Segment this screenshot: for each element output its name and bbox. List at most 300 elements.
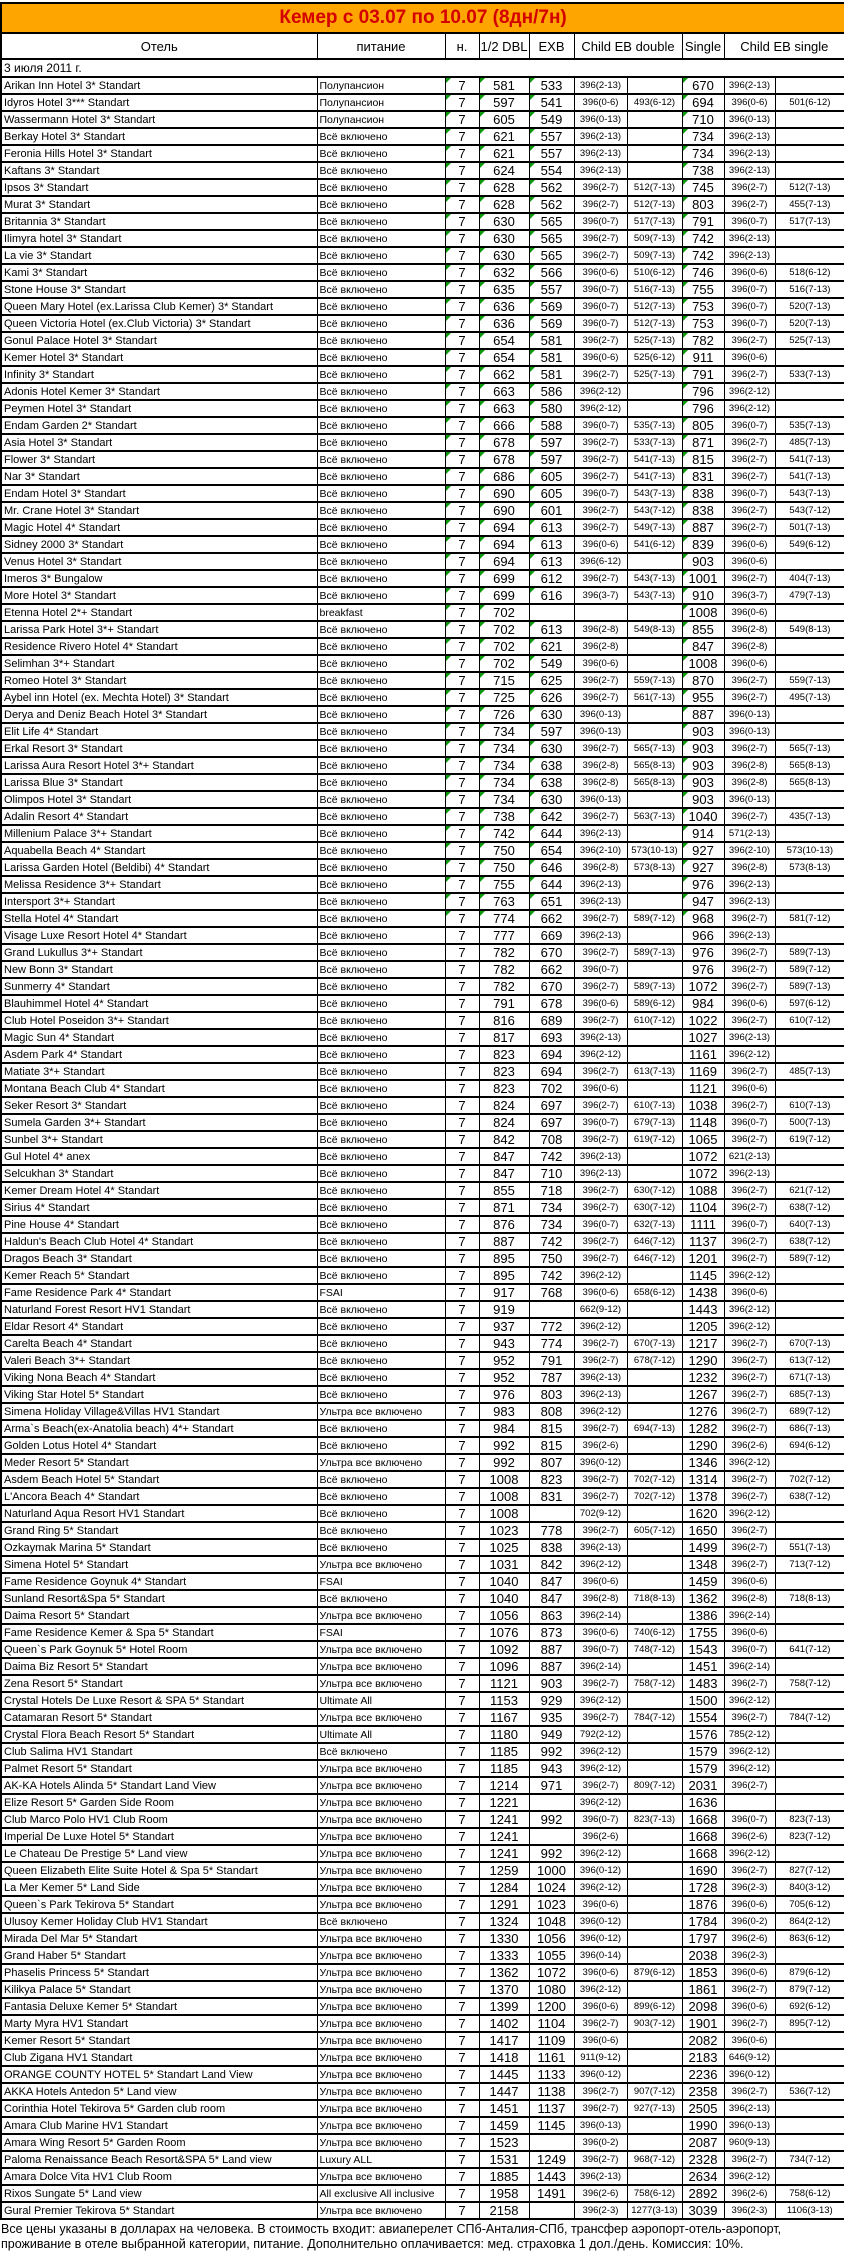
cell-nights: 7 bbox=[445, 1352, 479, 1369]
cell-half-dbl: 876 bbox=[479, 1216, 529, 1233]
cell-single: 927 bbox=[682, 859, 724, 876]
table-row bbox=[1, 434, 844, 451]
cell-single: 1901 bbox=[682, 2015, 724, 2032]
cell-meal: Всё включено bbox=[317, 1046, 445, 1063]
cell-child-eb-double-2 bbox=[627, 1743, 682, 1760]
cell-child-eb-double-1: 396(2-12) bbox=[574, 1046, 627, 1063]
green-corner-mark-icon bbox=[446, 656, 451, 661]
cell-exb: 651 bbox=[529, 893, 574, 910]
green-corner-mark-icon bbox=[446, 112, 451, 117]
cell-child-eb-double-2 bbox=[627, 604, 682, 621]
cell-half-dbl: 621 bbox=[479, 145, 529, 162]
cell-child-eb-single-1: 396(2-13) bbox=[724, 876, 775, 893]
green-corner-mark-icon bbox=[683, 180, 688, 185]
cell-child-eb-single-2: 404(7-13) bbox=[775, 570, 844, 587]
green-corner-mark-icon bbox=[480, 95, 485, 100]
cell-child-eb-double-2: 512(7-13) bbox=[627, 196, 682, 213]
cell-meal: Всё включено bbox=[317, 825, 445, 842]
cell-nights: 7 bbox=[445, 1607, 479, 1624]
cell-child-eb-double-2: 758(6-12) bbox=[627, 2185, 682, 2202]
cell-half-dbl: 992 bbox=[479, 1437, 529, 1454]
cell-child-eb-single-2 bbox=[775, 128, 844, 145]
cell-child-eb-single-1: 396(2-7) bbox=[724, 944, 775, 961]
cell-child-eb-double-1: 396(2-13) bbox=[574, 1369, 627, 1386]
cell-meal: Ультра все включено bbox=[317, 2015, 445, 2032]
cell-single: 746 bbox=[682, 264, 724, 281]
cell-exb: 533 bbox=[529, 77, 574, 94]
cell-child-eb-double-1: 396(2-7) bbox=[574, 1675, 627, 1692]
cell-hotel: Flower 3* Standart bbox=[1, 451, 317, 468]
cell-child-eb-double-2 bbox=[627, 2049, 682, 2066]
cell-child-eb-double-2 bbox=[627, 1454, 682, 1471]
cell-meal: Всё включено bbox=[317, 859, 445, 876]
table-row bbox=[1, 1522, 844, 1539]
cell-child-eb-single-1: 396(2-7) bbox=[724, 740, 775, 757]
cell-child-eb-double-2: 605(7-12) bbox=[627, 1522, 682, 1539]
cell-child-eb-double-1: 396(2-7) bbox=[574, 179, 627, 196]
cell-hotel: Matiate 3*+ Standart bbox=[1, 1063, 317, 1080]
cell-child-eb-single-2: 640(7-13) bbox=[775, 1216, 844, 1233]
cell-child-eb-double-2: 573(8-13) bbox=[627, 859, 682, 876]
cell-child-eb-single-1: 396(2-8) bbox=[724, 774, 775, 791]
col-header-child-eb-single: Child EB single bbox=[724, 33, 844, 59]
cell-child-eb-single-2: 581(7-12) bbox=[775, 910, 844, 927]
cell-child-eb-double-1: 396(2-7) bbox=[574, 1352, 627, 1369]
green-corner-mark-icon bbox=[446, 724, 451, 729]
green-corner-mark-icon bbox=[683, 860, 688, 865]
cell-hotel: Nar 3* Standart bbox=[1, 468, 317, 485]
cell-child-eb-double-2 bbox=[627, 1539, 682, 1556]
cell-nights: 7 bbox=[445, 1692, 479, 1709]
cell-meal: Всё включено bbox=[317, 1590, 445, 1607]
cell-child-eb-double-1: 396(0-6) bbox=[574, 1284, 627, 1301]
cell-child-eb-single-2: 610(7-13) bbox=[775, 1097, 844, 1114]
cell-child-eb-single-2 bbox=[775, 1845, 844, 1862]
cell-child-eb-double-2 bbox=[627, 723, 682, 740]
green-corner-mark-icon bbox=[683, 758, 688, 763]
cell-meal: Всё включено bbox=[317, 519, 445, 536]
cell-single: 1217 bbox=[682, 1335, 724, 1352]
cell-child-eb-single-1: 396(2-13) bbox=[724, 77, 775, 94]
cell-hotel: Arma`s Beach(ex-Anatolia beach) 4*+ Standart bbox=[1, 1420, 317, 1437]
cell-child-eb-single-1: 396(2-6) bbox=[724, 2185, 775, 2202]
cell-meal: Всё включено bbox=[317, 1386, 445, 1403]
cell-child-eb-double-1: 396(2-7) bbox=[574, 2100, 627, 2117]
table-row bbox=[1, 1896, 844, 1913]
table-row bbox=[1, 2151, 844, 2168]
cell-child-eb-single-2 bbox=[775, 383, 844, 400]
cell-child-eb-single-2 bbox=[775, 553, 844, 570]
table-row bbox=[1, 1556, 844, 1573]
table-row bbox=[1, 1505, 844, 1522]
cell-child-eb-single-1: 396(2-7) bbox=[724, 570, 775, 587]
green-corner-mark-icon bbox=[446, 418, 451, 423]
cell-nights: 7 bbox=[445, 1284, 479, 1301]
cell-child-eb-single-1: 396(0-7) bbox=[724, 281, 775, 298]
cell-single: 1620 bbox=[682, 1505, 724, 1522]
cell-single: 1500 bbox=[682, 1692, 724, 1709]
green-corner-mark-icon bbox=[683, 503, 688, 508]
green-corner-mark-icon bbox=[480, 214, 485, 219]
table-row bbox=[1, 2049, 844, 2066]
cell-child-eb-double-2: 509(7-13) bbox=[627, 230, 682, 247]
cell-half-dbl: 1362 bbox=[479, 1964, 529, 1981]
cell-meal: Всё включено bbox=[317, 1301, 445, 1318]
cell-child-eb-double-1: 396(0-7) bbox=[574, 417, 627, 434]
green-corner-mark-icon bbox=[480, 384, 485, 389]
cell-child-eb-single-2: 589(7-13) bbox=[775, 944, 844, 961]
cell-child-eb-single-1: 396(0-12) bbox=[724, 2066, 775, 2083]
cell-child-eb-single-2 bbox=[775, 1080, 844, 1097]
cell-meal: All exclusive All inclusive bbox=[317, 2185, 445, 2202]
cell-child-eb-single-2: 689(7-12) bbox=[775, 1403, 844, 1420]
green-corner-mark-icon bbox=[683, 724, 688, 729]
cell-nights: 7 bbox=[445, 1233, 479, 1250]
cell-nights: 7 bbox=[445, 2151, 479, 2168]
green-corner-mark-icon bbox=[530, 911, 535, 916]
green-corner-mark-icon bbox=[530, 894, 535, 899]
cell-child-eb-single-1: 396(2-12) bbox=[724, 400, 775, 417]
green-corner-mark-icon bbox=[683, 163, 688, 168]
cell-nights: 7 bbox=[445, 757, 479, 774]
cell-exb: 734 bbox=[529, 1216, 574, 1233]
cell-meal: Всё включено bbox=[317, 298, 445, 315]
cell-child-eb-single-2: 589(7-12) bbox=[775, 961, 844, 978]
cell-hotel: Asia Hotel 3* Standart bbox=[1, 434, 317, 451]
cell-child-eb-double-2 bbox=[627, 1437, 682, 1454]
table-row bbox=[1, 570, 844, 587]
cell-child-eb-double-1: 396(2-12) bbox=[574, 1760, 627, 1777]
cell-single: 1728 bbox=[682, 1879, 724, 1896]
cell-nights: 7 bbox=[445, 1369, 479, 1386]
cell-child-eb-double-2: 535(7-13) bbox=[627, 417, 682, 434]
cell-meal: Всё включено bbox=[317, 366, 445, 383]
table-row bbox=[1, 1454, 844, 1471]
cell-meal: Всё включено bbox=[317, 1318, 445, 1335]
cell-child-eb-single-2: 685(7-13) bbox=[775, 1386, 844, 1403]
cell-child-eb-single-2: 823(7-12) bbox=[775, 1828, 844, 1845]
cell-child-eb-single-2 bbox=[775, 1760, 844, 1777]
green-corner-mark-icon bbox=[446, 248, 451, 253]
cell-single: 734 bbox=[682, 128, 724, 145]
cell-child-eb-double-1: 396(2-6) bbox=[574, 1828, 627, 1845]
table-row bbox=[1, 145, 844, 162]
cell-nights: 7 bbox=[445, 2100, 479, 2117]
cell-nights: 7 bbox=[445, 2117, 479, 2134]
cell-half-dbl: 581 bbox=[479, 77, 529, 94]
date-label: 3 июля 2011 г. bbox=[1, 59, 844, 77]
green-corner-mark-icon bbox=[530, 231, 535, 236]
cell-child-eb-double-1: 396(0-6) bbox=[574, 2032, 627, 2049]
cell-meal: FSAI bbox=[317, 1284, 445, 1301]
cell-nights: 7 bbox=[445, 2185, 479, 2202]
cell-hotel: La Mer Kemer 5* Land Side bbox=[1, 1879, 317, 1896]
cell-nights: 7 bbox=[445, 213, 479, 230]
cell-exb: 569 bbox=[529, 298, 574, 315]
cell-single: 1554 bbox=[682, 1709, 724, 1726]
table-row bbox=[1, 2117, 844, 2134]
cell-child-eb-double-1: 396(2-7) bbox=[574, 1335, 627, 1352]
cell-nights: 7 bbox=[445, 740, 479, 757]
cell-meal: Всё включено bbox=[317, 1233, 445, 1250]
cell-child-eb-single-1: 396(2-13) bbox=[724, 893, 775, 910]
green-corner-mark-icon bbox=[480, 350, 485, 355]
green-corner-mark-icon bbox=[530, 163, 535, 168]
table-row bbox=[1, 1369, 844, 1386]
cell-hotel: Viking Star Hotel 5* Standart bbox=[1, 1386, 317, 1403]
cell-half-dbl: 1445 bbox=[479, 2066, 529, 2083]
cell-hotel: Mirada Del Mar 5* Standart bbox=[1, 1930, 317, 1947]
cell-child-eb-single-1: 396(2-7) bbox=[724, 961, 775, 978]
cell-single: 753 bbox=[682, 315, 724, 332]
cell-exb: 566 bbox=[529, 264, 574, 281]
cell-exb: 1056 bbox=[529, 1930, 574, 1947]
cell-child-eb-double-1: 396(2-12) bbox=[574, 1267, 627, 1284]
cell-nights: 7 bbox=[445, 519, 479, 536]
cell-meal: Всё включено bbox=[317, 842, 445, 859]
cell-hotel: Amara Wing Resort 5* Garden Room bbox=[1, 2134, 317, 2151]
table-row bbox=[1, 1199, 844, 1216]
cell-nights: 7 bbox=[445, 1114, 479, 1131]
cell-hotel: Asdem Park 4* Standart bbox=[1, 1046, 317, 1063]
cell-single: 1232 bbox=[682, 1369, 724, 1386]
cell-child-eb-double-2 bbox=[627, 638, 682, 655]
cell-single: 1205 bbox=[682, 1318, 724, 1335]
cell-hotel: Valeri Beach 3*+ Standart bbox=[1, 1352, 317, 1369]
cell-half-dbl: 636 bbox=[479, 298, 529, 315]
cell-child-eb-single-1: 396(2-7) bbox=[724, 1709, 775, 1726]
table-row bbox=[1, 485, 844, 502]
cell-meal: Ультра все включено bbox=[317, 1556, 445, 1573]
cell-meal: Всё включено bbox=[317, 502, 445, 519]
cell-single: 1072 bbox=[682, 1148, 724, 1165]
cell-single: 1072 bbox=[682, 1165, 724, 1182]
cell-half-dbl: 1056 bbox=[479, 1607, 529, 1624]
cell-hotel: Rixos Sungate 5* Land view bbox=[1, 2185, 317, 2202]
green-corner-mark-icon bbox=[480, 333, 485, 338]
cell-exb: 823 bbox=[529, 1471, 574, 1488]
cell-child-eb-double-1: 396(0-6) bbox=[574, 655, 627, 672]
cell-nights: 7 bbox=[445, 2168, 479, 2185]
green-corner-mark-icon bbox=[530, 707, 535, 712]
cell-child-eb-double-1: 396(2-7) bbox=[574, 519, 627, 536]
cell-exb: 605 bbox=[529, 485, 574, 502]
cell-nights: 7 bbox=[445, 1539, 479, 1556]
cell-child-eb-double-2: 543(7-13) bbox=[627, 570, 682, 587]
cell-child-eb-double-2 bbox=[627, 553, 682, 570]
cell-child-eb-double-1: 396(2-12) bbox=[574, 1403, 627, 1420]
cell-nights: 7 bbox=[445, 672, 479, 689]
cell-half-dbl: 1096 bbox=[479, 1658, 529, 1675]
cell-exb: 863 bbox=[529, 1607, 574, 1624]
cell-hotel: Sunmerry 4* Standart bbox=[1, 978, 317, 995]
cell-child-eb-double-1: 396(0-7) bbox=[574, 1641, 627, 1658]
cell-meal: Всё включено bbox=[317, 808, 445, 825]
cell-hotel: Elize Resort 5* Garden Side Room bbox=[1, 1794, 317, 1811]
cell-exb: 1023 bbox=[529, 1896, 574, 1913]
cell-exb: 774 bbox=[529, 1335, 574, 1352]
cell-nights: 7 bbox=[445, 1896, 479, 1913]
green-corner-mark-icon bbox=[446, 231, 451, 236]
table-row bbox=[1, 315, 844, 332]
cell-child-eb-double-1: 911(9-12) bbox=[574, 2049, 627, 2066]
cell-meal: Всё включено bbox=[317, 264, 445, 281]
cell-half-dbl: 1259 bbox=[479, 1862, 529, 1879]
cell-meal: Всё включено bbox=[317, 1199, 445, 1216]
cell-hotel: Queen Elizabeth Elite Suite Hotel & Spa 5* Standart bbox=[1, 1862, 317, 1879]
cell-meal: breakfast bbox=[317, 604, 445, 621]
cell-single: 887 bbox=[682, 706, 724, 723]
cell-single: 1853 bbox=[682, 1964, 724, 1981]
cell-half-dbl: 734 bbox=[479, 774, 529, 791]
cell-half-dbl: 1333 bbox=[479, 1947, 529, 1964]
cell-single: 903 bbox=[682, 553, 724, 570]
cell-half-dbl: 1185 bbox=[479, 1743, 529, 1760]
cell-nights: 7 bbox=[445, 264, 479, 281]
cell-meal: Всё включено bbox=[317, 536, 445, 553]
green-corner-mark-icon bbox=[683, 112, 688, 117]
cell-exb: 1491 bbox=[529, 2185, 574, 2202]
cell-child-eb-double-1: 396(0-7) bbox=[574, 281, 627, 298]
cell-nights: 7 bbox=[445, 2083, 479, 2100]
table-row bbox=[1, 1386, 844, 1403]
cell-exb: 992 bbox=[529, 1845, 574, 1862]
cell-child-eb-single-2: 517(7-13) bbox=[775, 213, 844, 230]
cell-child-eb-double-2: 563(7-13) bbox=[627, 808, 682, 825]
cell-child-eb-single-2: 541(7-13) bbox=[775, 451, 844, 468]
cell-child-eb-single-2: 758(6-12) bbox=[775, 2185, 844, 2202]
cell-child-eb-single-1: 960(9-13) bbox=[724, 2134, 775, 2151]
cell-meal: Всё включено bbox=[317, 1216, 445, 1233]
cell-child-eb-single-1: 396(0-13) bbox=[724, 2117, 775, 2134]
cell-exb: 887 bbox=[529, 1641, 574, 1658]
cell-half-dbl: 755 bbox=[479, 876, 529, 893]
cell-single: 871 bbox=[682, 434, 724, 451]
table-row bbox=[1, 383, 844, 400]
cell-exb bbox=[529, 1794, 574, 1811]
green-corner-mark-icon bbox=[683, 486, 688, 491]
table-row bbox=[1, 2100, 844, 2117]
green-corner-mark-icon bbox=[480, 78, 485, 83]
cell-meal: Ultimate All bbox=[317, 1692, 445, 1709]
cell-nights: 7 bbox=[445, 1471, 479, 1488]
cell-hotel: Grand Ring 5* Standart bbox=[1, 1522, 317, 1539]
cell-hotel: Derya and Deniz Beach Hotel 3* Standart bbox=[1, 706, 317, 723]
cell-single: 1690 bbox=[682, 1862, 724, 1879]
cell-child-eb-single-1: 396(2-7) bbox=[724, 451, 775, 468]
cell-child-eb-single-1: 396(0-6) bbox=[724, 1896, 775, 1913]
green-corner-mark-icon bbox=[480, 724, 485, 729]
cell-single: 3039 bbox=[682, 2202, 724, 2219]
cell-single: 1579 bbox=[682, 1743, 724, 1760]
cell-nights: 7 bbox=[445, 655, 479, 672]
cell-half-dbl: 1291 bbox=[479, 1896, 529, 1913]
cell-exb: 791 bbox=[529, 1352, 574, 1369]
cell-child-eb-double-2 bbox=[627, 1726, 682, 1743]
cell-half-dbl: 1214 bbox=[479, 1777, 529, 1794]
cell-child-eb-single-1: 396(0-6) bbox=[724, 1624, 775, 1641]
cell-child-eb-double-2: 702(7-12) bbox=[627, 1488, 682, 1505]
cell-exb: 734 bbox=[529, 1199, 574, 1216]
cell-child-eb-double-2: 543(7-12) bbox=[627, 502, 682, 519]
cell-nights: 7 bbox=[445, 230, 479, 247]
cell-child-eb-single-1: 621(2-13) bbox=[724, 1148, 775, 1165]
cell-hotel: Endam Hotel 3* Standart bbox=[1, 485, 317, 502]
cell-single: 1346 bbox=[682, 1454, 724, 1471]
green-corner-mark-icon bbox=[480, 401, 485, 406]
cell-child-eb-double-2: 512(7-13) bbox=[627, 315, 682, 332]
table-row bbox=[1, 1165, 844, 1182]
table-row bbox=[1, 1726, 844, 1743]
cell-nights: 7 bbox=[445, 1335, 479, 1352]
cell-child-eb-double-2: 559(7-13) bbox=[627, 672, 682, 689]
cell-child-eb-double-1: 396(2-7) bbox=[574, 366, 627, 383]
cell-hotel: Endam Garden 2* Standart bbox=[1, 417, 317, 434]
cell-child-eb-double-1: 396(0-6) bbox=[574, 1573, 627, 1590]
cell-exb: 929 bbox=[529, 1692, 574, 1709]
cell-child-eb-single-2: 520(7-13) bbox=[775, 315, 844, 332]
cell-single: 1451 bbox=[682, 1658, 724, 1675]
table-row bbox=[1, 1267, 844, 1284]
cell-meal: Всё включено bbox=[317, 400, 445, 417]
cell-child-eb-single-1: 396(2-14) bbox=[724, 1658, 775, 1675]
green-corner-mark-icon bbox=[446, 571, 451, 576]
cell-child-eb-double-1: 396(2-12) bbox=[574, 1879, 627, 1896]
cell-meal: FSAI bbox=[317, 1573, 445, 1590]
green-corner-mark-icon bbox=[446, 707, 451, 712]
cell-child-eb-single-2 bbox=[775, 1029, 844, 1046]
cell-hotel: Kaftans 3* Standart bbox=[1, 162, 317, 179]
cell-child-eb-double-1: 396(2-8) bbox=[574, 1590, 627, 1607]
cell-child-eb-single-2: 1106(3-13) bbox=[775, 2202, 844, 2219]
cell-nights: 7 bbox=[445, 808, 479, 825]
cell-half-dbl: 624 bbox=[479, 162, 529, 179]
table-row bbox=[1, 910, 844, 927]
cell-meal: Всё включено bbox=[317, 570, 445, 587]
table-row bbox=[1, 1233, 844, 1250]
cell-child-eb-double-2 bbox=[627, 1080, 682, 1097]
cell-meal: Всё включено bbox=[317, 740, 445, 757]
green-corner-mark-icon bbox=[530, 146, 535, 151]
cell-exb: 670 bbox=[529, 944, 574, 961]
cell-meal: FSAI bbox=[317, 1624, 445, 1641]
cell-hotel: Residence Rivero Hotel 4* Standart bbox=[1, 638, 317, 655]
table-row bbox=[1, 1318, 844, 1335]
cell-child-eb-double-1: 396(0-7) bbox=[574, 485, 627, 502]
cell-hotel: Selcukhan 3* Standart bbox=[1, 1165, 317, 1182]
cell-exb: 838 bbox=[529, 1539, 574, 1556]
cell-half-dbl: 842 bbox=[479, 1131, 529, 1148]
green-corner-mark-icon bbox=[530, 265, 535, 270]
cell-child-eb-single-2: 573(8-13) bbox=[775, 859, 844, 876]
cell-child-eb-single-1: 396(0-6) bbox=[724, 1964, 775, 1981]
cell-child-eb-single-2 bbox=[775, 1165, 844, 1182]
cell-child-eb-double-2 bbox=[627, 1760, 682, 1777]
table-row bbox=[1, 2134, 844, 2151]
cell-half-dbl: 725 bbox=[479, 689, 529, 706]
cell-exb: 580 bbox=[529, 400, 574, 417]
cell-hotel: Naturland Aqua Resort HV1 Standart bbox=[1, 1505, 317, 1522]
cell-half-dbl: 823 bbox=[479, 1063, 529, 1080]
cell-exb: 601 bbox=[529, 502, 574, 519]
cell-half-dbl: 952 bbox=[479, 1369, 529, 1386]
green-corner-mark-icon bbox=[683, 197, 688, 202]
cell-hotel: Imperial De Luxe Hotel 5* Standart bbox=[1, 1828, 317, 1845]
cell-single: 903 bbox=[682, 791, 724, 808]
cell-child-eb-single-2 bbox=[775, 655, 844, 672]
cell-child-eb-double-2: 549(7-13) bbox=[627, 519, 682, 536]
table-row bbox=[1, 825, 844, 842]
